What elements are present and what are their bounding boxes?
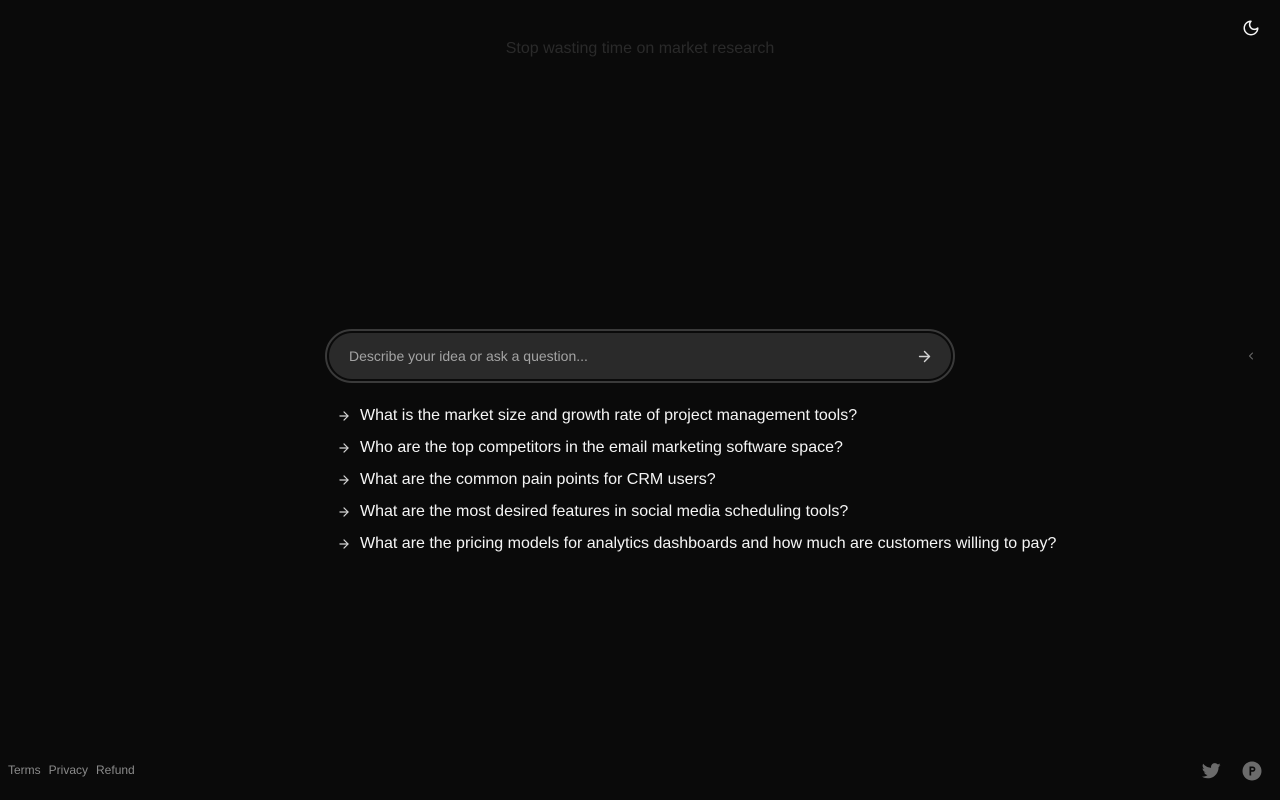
suggestion-text: What is the market size and growth rate of project management tools? — [360, 407, 858, 424]
twitter-icon — [1202, 763, 1221, 779]
suggestion-text: What are the pricing models for analytics dashboards and how much are customers willing to pay? — [360, 535, 1057, 552]
suggestion-item[interactable] — [336, 496, 1056, 528]
social-links — [1201, 761, 1262, 781]
theme-toggle-button[interactable] — [1240, 17, 1262, 39]
producthunt-icon — [1242, 761, 1262, 781]
privacy-link[interactable]: Privacy — [48, 763, 89, 777]
producthunt-link[interactable] — [1242, 761, 1262, 781]
suggestion-text: What are the most desired features in social media scheduling tools? — [360, 503, 849, 520]
refund-link[interactable]: Refund — [96, 763, 135, 777]
footer-links — [8, 763, 135, 777]
suggestion-item[interactable] — [336, 400, 1056, 432]
search-input[interactable] — [347, 347, 913, 365]
search-box — [325, 329, 955, 383]
arrow-right-icon — [916, 348, 933, 365]
side-panel-toggle-button[interactable] — [1244, 347, 1258, 365]
arrow-right-icon — [336, 440, 352, 456]
twitter-link[interactable] — [1201, 761, 1221, 781]
suggestion-item[interactable] — [336, 528, 1056, 560]
arrow-right-icon — [336, 504, 352, 520]
tagline: Stop wasting time on market research — [505, 40, 775, 57]
search-inner — [329, 333, 951, 379]
arrow-right-icon — [336, 472, 352, 488]
suggestion-text: Who are the top competitors in the email marketing software space? — [360, 439, 843, 456]
suggestion-text: What are the common pain points for CRM users? — [360, 471, 716, 488]
arrow-right-icon — [336, 408, 352, 424]
suggestion-item[interactable] — [336, 464, 1056, 496]
submit-button[interactable] — [913, 345, 935, 367]
arrow-right-icon — [336, 536, 352, 552]
chevron-left-icon — [1245, 350, 1257, 362]
terms-link[interactable]: Terms — [8, 763, 41, 777]
moon-icon — [1242, 19, 1260, 37]
suggestion-item[interactable] — [336, 432, 1056, 464]
suggestion-list — [336, 400, 1056, 560]
